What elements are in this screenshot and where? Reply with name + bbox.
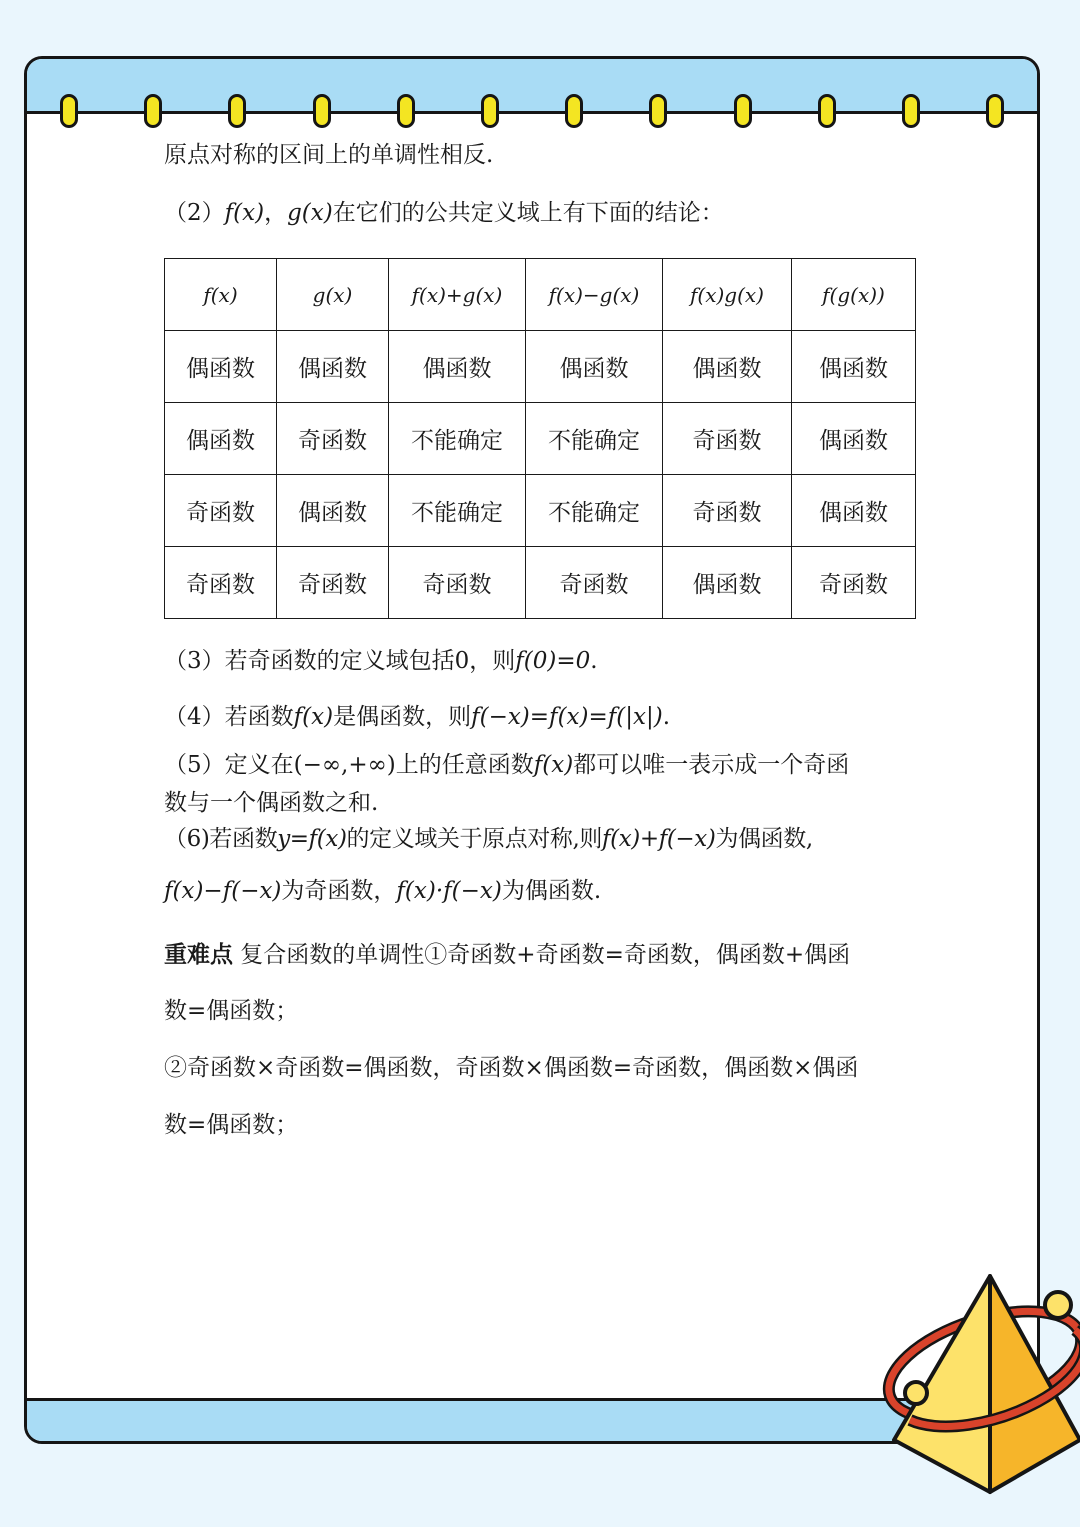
table-cell: 偶函数 <box>277 475 389 547</box>
table-cell: 不能确定 <box>526 475 663 547</box>
table-cell: 奇函数 <box>277 547 389 619</box>
table-cell: 偶函数 <box>165 403 277 475</box>
table-cell: 偶函数 <box>792 331 916 403</box>
table-cell: 奇函数 <box>792 547 916 619</box>
item-6-line-2: f(x)−f(−x)为奇函数，f(x)·f(−x)为偶函数. <box>164 878 602 904</box>
key-point-line-1: 重难点 复合函数的单调性①奇函数+奇函数=奇函数，偶函数+偶函 <box>164 941 851 968</box>
header-sum: f(x)+g(x) <box>389 259 526 331</box>
notebook-top-band <box>27 59 1037 114</box>
formula-g: g(x) <box>287 200 333 226</box>
table-cell: 偶函数 <box>389 331 526 403</box>
item-5: （5）定义在(−∞,+∞)上的任意函数f(x)都可以唯一表示成一个奇函 <box>164 752 850 778</box>
item-4: （4）若函数f(x)是偶函数，则f(−x)=f(x)=f(|x|). <box>164 704 670 730</box>
table-cell: 奇函数 <box>526 547 663 619</box>
key-point-line-3: ②奇函数×奇函数=偶函数，奇函数×偶函数=奇函数，偶函数×偶函 <box>164 1055 859 1081</box>
binding-ring-icon <box>649 94 667 128</box>
binding-ring-icon <box>313 94 331 128</box>
item-2: （2）f(x)，g(x)在它们的公共定义域上有下面的结论： <box>164 200 724 226</box>
header-diff: f(x)−g(x) <box>526 259 663 331</box>
formula-f: f(x) <box>224 200 265 226</box>
table-cell: 偶函数 <box>165 331 277 403</box>
table-cell: 偶函数 <box>526 331 663 403</box>
table-cell: 奇函数 <box>277 403 389 475</box>
table-cell: 不能确定 <box>389 475 526 547</box>
binding-ring-icon <box>481 94 499 128</box>
table-cell: 偶函数 <box>663 547 792 619</box>
item-3: （3）若奇函数的定义域包括0，则f(0)=0. <box>164 648 598 674</box>
pyramid-orbit-icon <box>880 1270 1080 1500</box>
table-cell: 奇函数 <box>389 547 526 619</box>
item-5-line-2: 数与一个偶函数之和. <box>164 790 379 816</box>
header-composite: f(g(x)) <box>792 259 916 331</box>
header-product: f(x)g(x) <box>663 259 792 331</box>
table-cell: 偶函数 <box>792 475 916 547</box>
table-cell: 奇函数 <box>165 475 277 547</box>
item-6: （6)若函数y=f(x)的定义域关于原点对称,则f(x)+f(−x)为偶函数, <box>164 826 813 852</box>
binding-ring-icon <box>60 94 78 128</box>
table-cell: 奇函数 <box>165 547 277 619</box>
header-f: f(x) <box>165 259 277 331</box>
table-cell: 偶函数 <box>663 331 792 403</box>
intro-line: 原点对称的区间上的单调性相反. <box>164 142 494 168</box>
binding-ring-icon <box>986 94 1004 128</box>
formula-f0: f(0)=0 <box>515 648 591 674</box>
table-header-row <box>165 259 916 331</box>
binding-ring-icon <box>818 94 836 128</box>
binding-ring-icon <box>734 94 752 128</box>
binding-ring-icon <box>902 94 920 128</box>
table-row <box>165 475 916 547</box>
key-point-line-2: 数=偶函数； <box>164 998 299 1024</box>
table-cell: 偶函数 <box>277 331 389 403</box>
binding-ring-icon <box>144 94 162 128</box>
binding-ring-icon <box>397 94 415 128</box>
key-point-label: 重难点 <box>164 941 233 968</box>
table-cell: 不能确定 <box>526 403 663 475</box>
binding-ring-icon <box>228 94 246 128</box>
table-cell: 偶函数 <box>792 403 916 475</box>
formula-interval: (−∞,+∞) <box>293 752 396 778</box>
table-cell: 奇函数 <box>663 403 792 475</box>
table-row <box>165 403 916 475</box>
parity-table <box>164 258 916 619</box>
table-row <box>165 331 916 403</box>
table-cell: 不能确定 <box>389 403 526 475</box>
header-g: g(x) <box>277 259 389 331</box>
formula-even: f(−x)=f(x)=f(|x|) <box>471 704 663 730</box>
binding-ring-icon <box>565 94 583 128</box>
table-row <box>165 547 916 619</box>
key-point-line-4: 数=偶函数； <box>164 1112 299 1138</box>
table-cell: 奇函数 <box>663 475 792 547</box>
